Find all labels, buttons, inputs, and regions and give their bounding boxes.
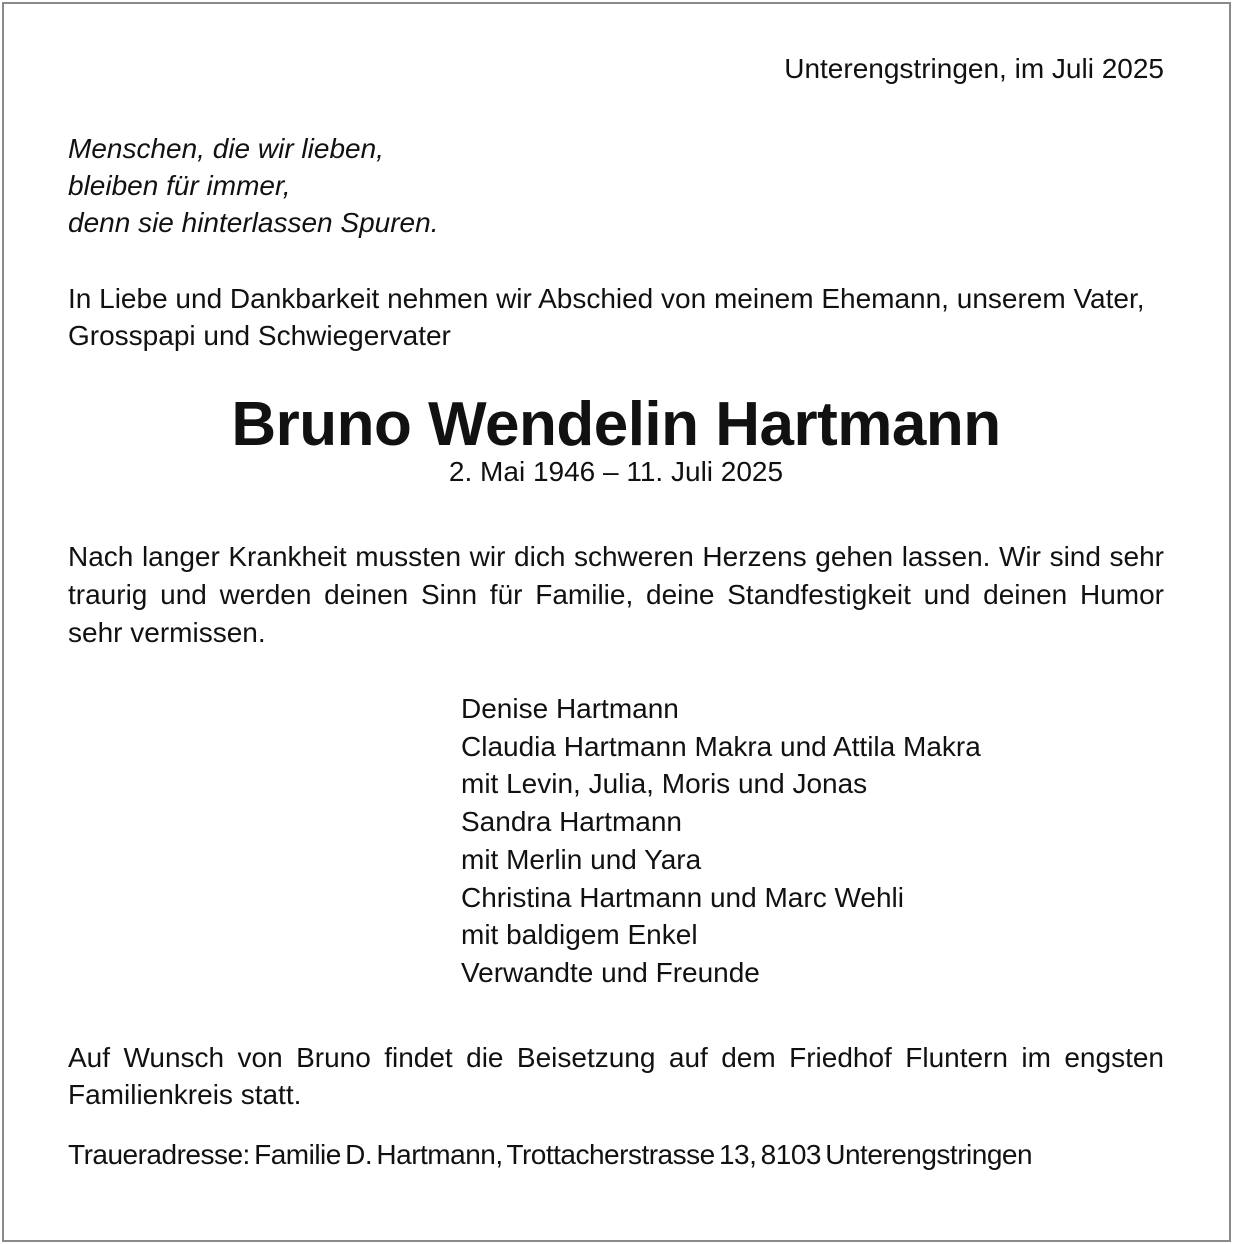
mourner-line: mit baldigem Enkel (461, 919, 698, 951)
life-dates: 2. Mai 1946 – 11. Juli 2025 (448, 456, 784, 487)
poem-line: bleiben für immer, (68, 170, 291, 201)
mourning-address: Traueradresse: Familie D. Hartmann, Trottacherstrasse 13, 8103 Unterengstringen (68, 1138, 1033, 1170)
mourner-line: mit Merlin und Yara (461, 843, 702, 875)
poem-line: denn sie hinterlassen Spuren. (68, 207, 439, 238)
intro-text: In Liebe und Dankbarkeit nehmen wir Abschied von meinem Ehemann, unserem Vater, Grosspapi und Schwiegervater (68, 283, 1145, 351)
poem (68, 130, 1164, 241)
poem-line: Menschen, die wir lieben, (68, 133, 384, 164)
mourner-line: Denise Hartmann (461, 693, 679, 724)
place-date: Unterengstringen, im Juli 2025 (784, 53, 1164, 84)
mourner-line: Sandra Hartmann (461, 806, 683, 838)
mourners-list (461, 690, 1164, 992)
message-text: Nach langer Krankheit mussten wir dich schweren Herzens gehen lassen. Wir sind sehr traurig und werden deinen Sinn für Familie, deine Standfestigkeit und deinen Humor sehr vermissen. (68, 541, 1164, 648)
deceased-name: Bruno Wendelin Hartmann (231, 390, 1001, 459)
mourner-line: Christina Hartmann und Marc Wehli (461, 881, 904, 913)
mourner-line: mit Levin, Julia, Moris und Jonas (461, 768, 868, 800)
burial-info: Auf Wunsch von Bruno findet die Beisetzung auf dem Friedhof Fluntern im engsten Familienkreis statt. (68, 1041, 1164, 1110)
mourner-line: Verwandte und Freunde (461, 956, 760, 988)
obituary-notice (68, 50, 1164, 1174)
mourner-line: Claudia Hartmann Makra und Attila Makra (461, 730, 981, 762)
